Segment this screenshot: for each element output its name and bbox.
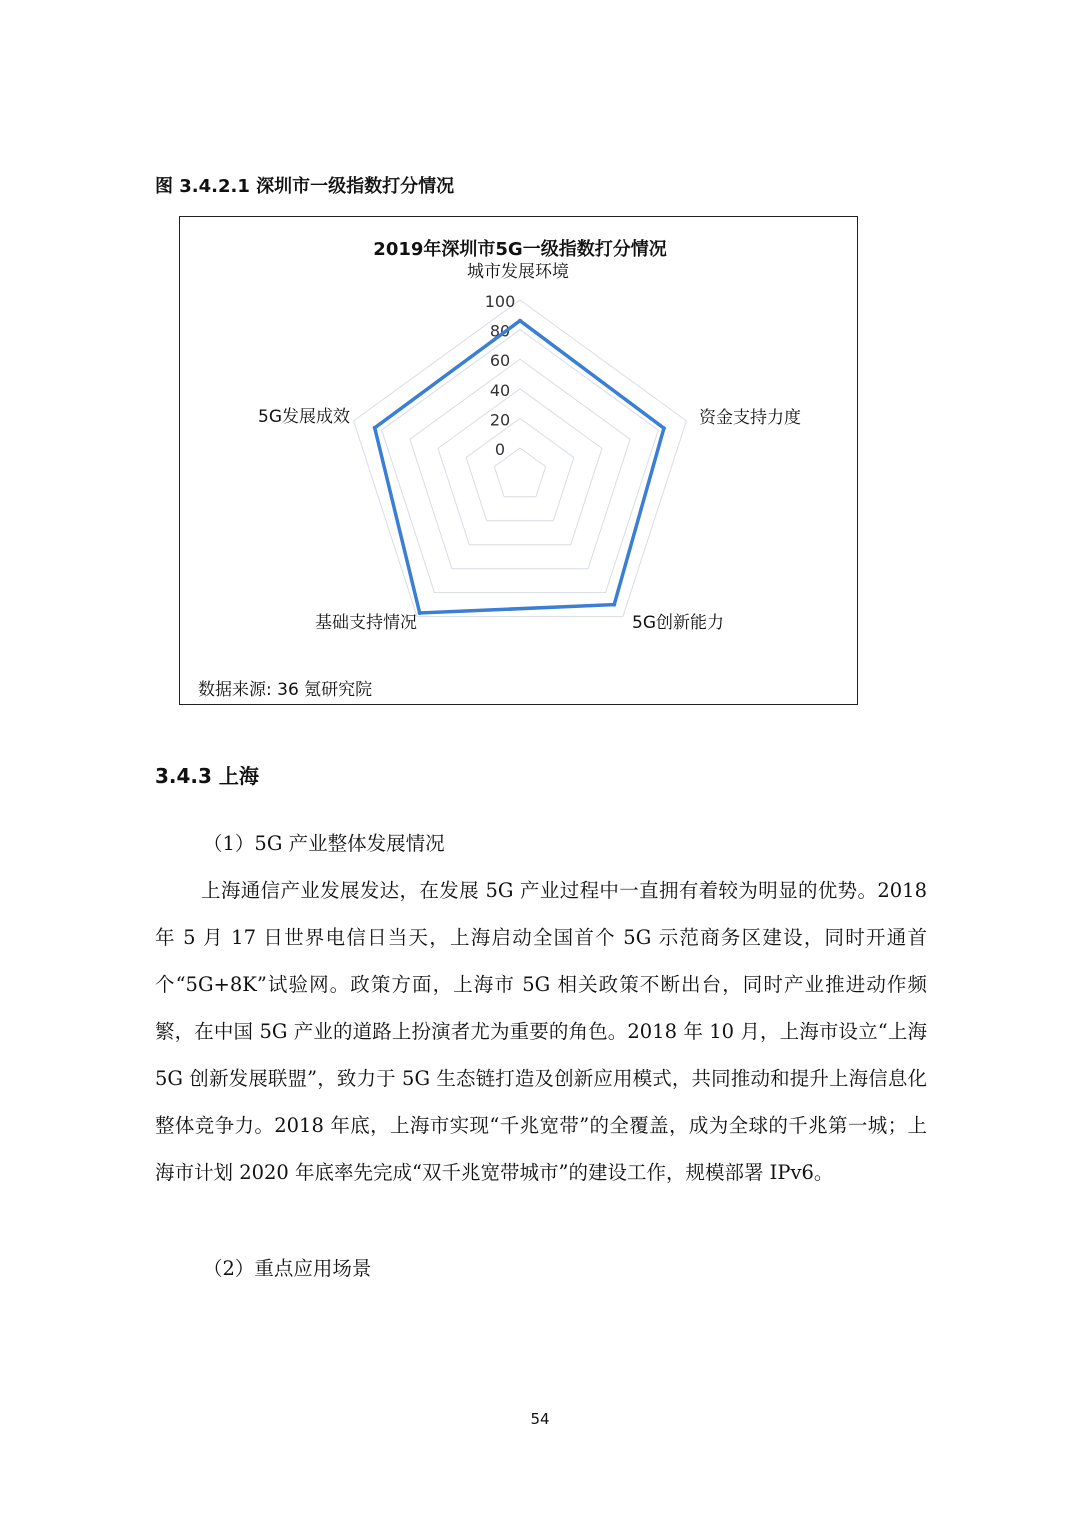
data-point-0 (518, 319, 522, 323)
grid-ring-2 (438, 389, 602, 545)
axis-label-0: 城市发展环境 (467, 262, 569, 282)
axis-label-1: 资金支持力度 (699, 408, 801, 428)
subheading-applications: （2）重点应用场景 (203, 1257, 372, 1280)
body-paragraph: 上海通信产业发展发达，在发展 5G 产业过程中一直拥有着较为明显的优势。2018 年 5 月 17 日世界电信日当天，上海启动全国首个 5G 示范商务区建设，同时开通首个“5G+8K”试验网。政策方面，上海市 5G 相关政策不断出台，同时产业推进动作频繁，在中国 5G 产业的道路上扮演者尤为重要的角色。2018 年 10 月，上海市设立“上海 5G 创新发展联盟”，致力于 5G 生态链打造及创新应用模式，共同推动和提升上海信息化整体竞争力。2018 年底，上海市实现“千兆宽带”的全覆盖，成为全球的千兆第一城；上海市计划 2020 年底率先完成“双千兆宽带城市”的建设工作，规模部署 IPv6。 (155, 879, 927, 1184)
tick-label-1: 20 (489, 410, 511, 430)
data-source: 数据来源: 36 氪研究院 (198, 680, 373, 700)
subheading-industry: （1）5G 产业整体发展情况 (203, 832, 445, 855)
axis-label-4: 5G发展成效 (258, 407, 350, 427)
data-point-1 (662, 426, 666, 430)
axis-label-3: 基础支持情况 (315, 613, 417, 633)
tick-label-4: 80 (489, 321, 511, 341)
grid-ring-4 (382, 330, 659, 593)
tick-label-2: 40 (489, 380, 511, 400)
tick-label-0: 0 (494, 440, 506, 459)
radar-chart-frame (179, 216, 858, 705)
tick-label-5: 100 (484, 292, 516, 311)
section-heading: 3.4.3 上海 (155, 764, 259, 788)
data-point-2 (612, 603, 616, 607)
axis-label-2: 5G创新能力 (632, 613, 724, 633)
tick-label-3: 60 (489, 351, 511, 371)
data-point-3 (418, 611, 422, 615)
page-number: 54 (530, 1410, 550, 1428)
figure-caption: 图 3.4.2.1 深圳市一级指数打分情况 (155, 176, 455, 197)
chart-title: 2019年深圳市5G一级指数打分情况 (373, 239, 667, 260)
radar-chart (180, 217, 859, 706)
grid-ring-1 (466, 418, 574, 520)
data-point-4 (373, 426, 377, 430)
